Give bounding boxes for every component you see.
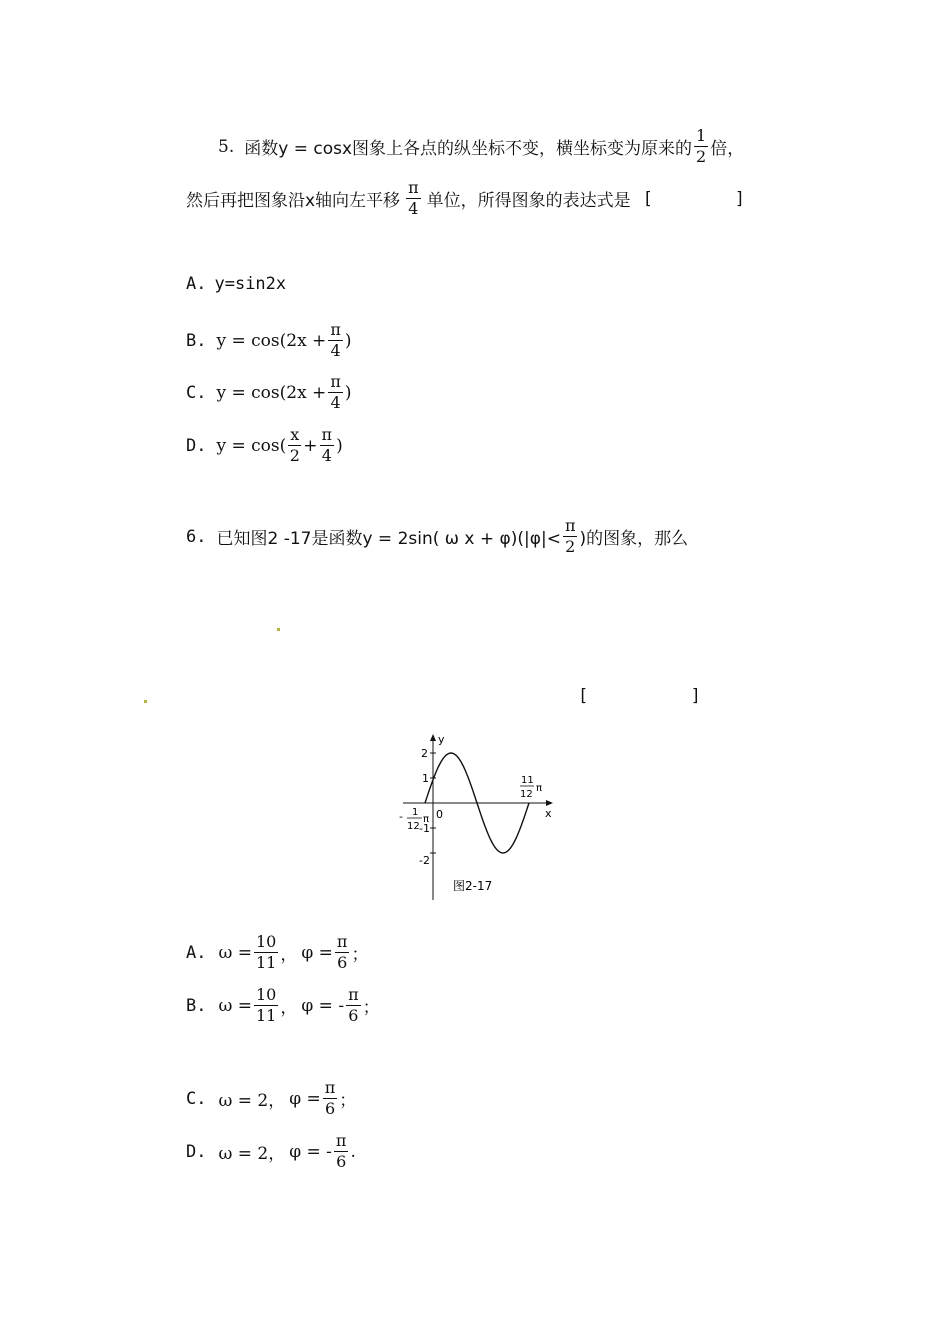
q6-option-c-phi-fraction: $\frac{\pi}{6}$ [324, 1078, 336, 1118]
q5-option-c-fraction: $\frac{\pi}{4}$ [330, 372, 341, 412]
q5-option-a[interactable] [186, 274, 286, 294]
left-label-sign: - [399, 810, 403, 823]
q6-option-b-omega-fraction: $\frac{10}{11}$ [256, 985, 277, 1025]
q5-option-a-label: A. [186, 274, 207, 294]
y-tick-label-2: 2 [421, 747, 428, 760]
q5-half-fraction: $\frac{1}{2}$ [696, 126, 707, 166]
q6-text-1: 已知图2 -17是函数y = 2sin( ω x + φ)(|φ|< [216, 529, 561, 549]
q6-option-d-phi-fraction: $\frac{\pi}{6}$ [335, 1131, 347, 1171]
y-tick-label-neg2: -2 [419, 854, 430, 867]
sine-graph-figure [395, 730, 565, 905]
q6-phi-bound-fraction: $\frac{\pi}{2}$ [564, 516, 576, 556]
q6-option-a-omega-fraction: $\frac{10}{11}$ [256, 932, 277, 972]
left-label-den: 12 [407, 821, 420, 832]
q5-option-a-expr: y=sin2x [214, 274, 287, 294]
q6-option-a-phi-fraction: $\frac{\pi}{6}$ [336, 932, 348, 972]
origin-label: 0 [436, 808, 443, 821]
x-axis-label: x [545, 807, 552, 820]
q6-option-a-label: A. [186, 942, 207, 963]
q6-option-b-phi-fraction: $\frac{\pi}{6}$ [348, 985, 359, 1025]
q5-option-c-label: C. [186, 382, 207, 403]
q5-option-b[interactable]: B. y = cos(2x + $\frac{\pi}{4}$ ) [186, 320, 352, 360]
q5-shift-fraction: $\frac{\pi}{4}$ [408, 178, 419, 218]
y-axis-label: y [438, 733, 445, 746]
q5-option-b-label: B. [186, 330, 207, 351]
q5-option-d-fraction-2: $\frac{\pi}{4}$ [321, 425, 333, 465]
q5-option-d-label: D. [186, 435, 207, 456]
q6-text-2: )的图象，那么 [579, 529, 689, 549]
q5-text-4: 单位，所得图象的表达式是 [426, 191, 631, 211]
right-label-pi: π [536, 783, 543, 794]
q6-option-b[interactable]: B. ω = $\frac{10}{11}$ ， φ = - $\frac{\pi}{6}$ ； [186, 985, 380, 1025]
q6-option-d-label: D. [186, 1141, 207, 1162]
q5-option-c[interactable]: C. y = cos(2x + $\frac{\pi}{4}$ ) [186, 372, 352, 412]
q6-option-a[interactable]: A. ω = $\frac{10}{11}$ ， φ = $\frac{\pi}{6}$ ； [186, 932, 369, 972]
q5-answer-bracket: [ ] [642, 188, 745, 209]
right-label-num: 11 [521, 775, 534, 786]
q6-number: 6. [186, 526, 207, 547]
q5-option-b-fraction: $\frac{\pi}{4}$ [330, 320, 341, 360]
left-label-num: 1 [412, 807, 419, 818]
q5-option-d-fraction-1: $\frac{x}{2}$ [289, 425, 300, 465]
q6-option-c[interactable]: C. ω = 2， φ = $\frac{\pi}{6}$ ； [186, 1078, 357, 1118]
q6-answer-bracket: [ ] [578, 686, 701, 706]
y-axis-arrow [430, 734, 436, 741]
x-axis-arrow [546, 800, 553, 806]
right-label-den: 12 [520, 789, 533, 800]
left-label-pi: π [423, 814, 430, 825]
q6-option-c-label: C. [186, 1088, 207, 1109]
y-tick-label-neg1: -1 [419, 822, 430, 835]
y-tick-label-1: 1 [422, 772, 429, 785]
q5-text-1: 函数y = cosx图象上各点的纵坐标不变，横坐标变为原来的 [244, 139, 693, 159]
q5-line1 [218, 128, 744, 165]
q5-option-d[interactable]: D. y = cos( $\frac{x}{2}$ + $\frac{\pi}{4}$ ) [186, 425, 343, 465]
q5-number: 5. [218, 136, 235, 157]
q5-line2 [186, 180, 745, 217]
q6-option-d[interactable]: D. ω = 2， φ = - $\frac{\pi}{6}$ . [186, 1131, 356, 1171]
stray-mark [144, 700, 147, 703]
q6-option-b-label: B. [186, 995, 207, 1016]
q5-text-2: 倍， [710, 139, 745, 159]
stray-mark [277, 628, 280, 631]
figure-caption: 图2-17 [453, 879, 493, 893]
q5-text-3: 然后再把图象沿x轴向左平移 [186, 191, 401, 211]
q6-line1 [186, 518, 688, 555]
